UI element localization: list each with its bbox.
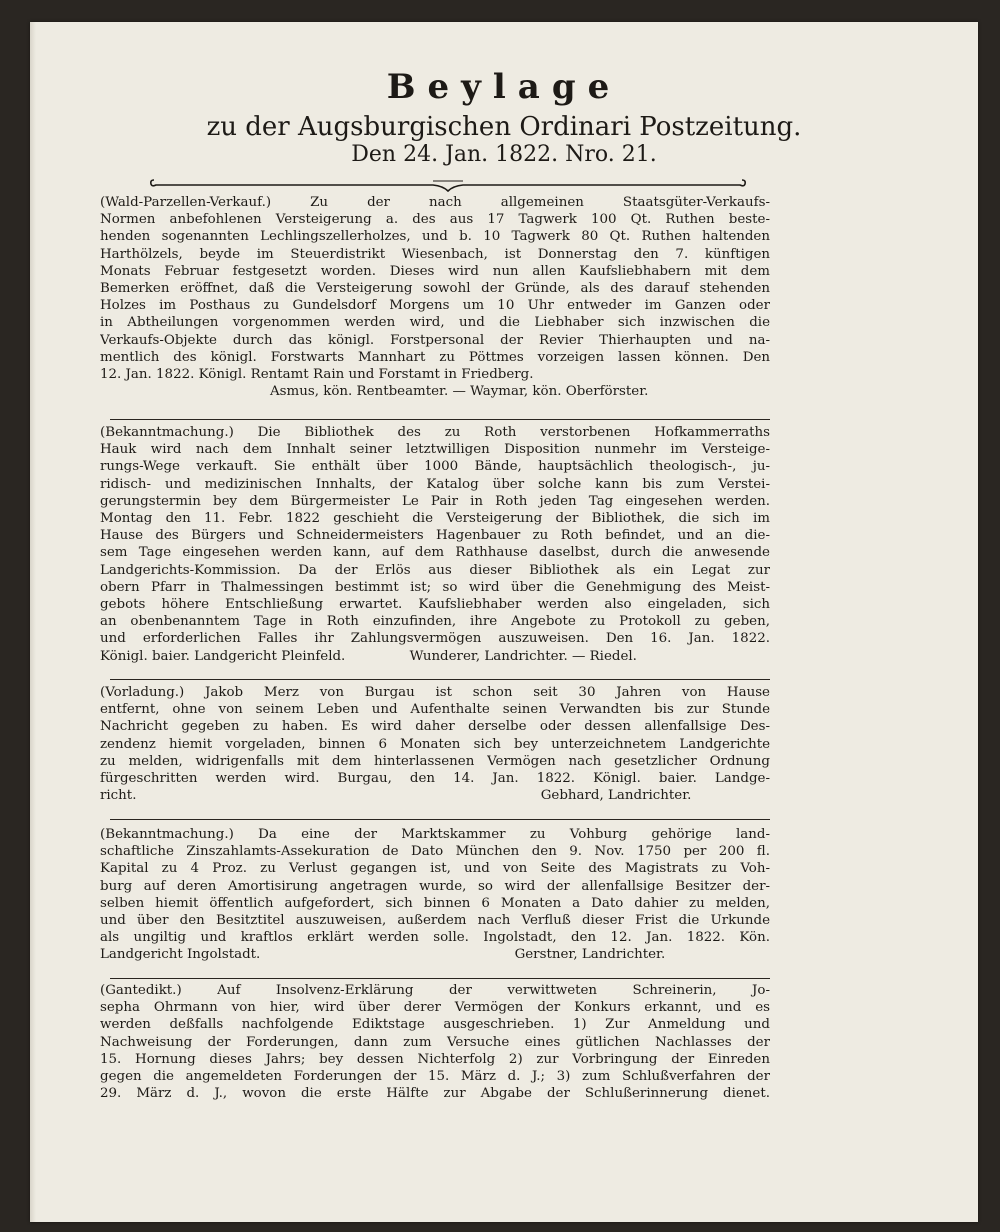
notice-signature: Wunderer, Landrichter. — Riedel. — [409, 648, 637, 664]
notice-line: Nachricht gegeben zu haben. Es wird daher derselbe oder dessen allenfallsige Des- — [100, 719, 770, 735]
notice-line: (Gantedikt.) Auf Insolvenz-Erklärung der verwittweten Schreinerin, Jo- — [100, 983, 770, 998]
notice-line: obern Pfarr in Thalmessingen bestimmt ist; so wird über die Genehmigung des Meist- — [100, 579, 770, 595]
notice-line: ridisch- und medizinischen Innhalts, der Katalog über solche kann bis zum Verstei- — [100, 476, 770, 492]
notice-line: henden sogenannten Lechlingszellerholzes, und b. 10 Tagwerk 80 Qt. Ruthen haltenden — [100, 229, 770, 245]
notice-line: zu melden, widrigenfalls mit dem hinterlassenen Vermögen nach gesetzlicher Ordnung — [100, 753, 770, 769]
notice-line: Hause des Bürgers und Schneidermeisters Hagenbauer zu Roth befindet, und an die- — [100, 528, 770, 544]
notice-line: selben hiemit öffentlich aufgefordert, sich binnen 6 Monaten a Dato dahier zu melden, — [100, 895, 770, 911]
notice-signature: Gerstner, Landrichter. — [514, 947, 666, 963]
notice-line: an obenbenanntem Tage in Roth einzufinden, ihre Angebote zu Protokoll zu geben, — [100, 614, 770, 630]
notice-vorladung — [100, 684, 770, 804]
notice-signature-line — [100, 946, 770, 963]
notice-signature: Gebhard, Landrichter. — [540, 788, 692, 804]
notice-line: gebots höhere Entschließung erwartet. Kaufsliebhaber werden also eingeladen, sich — [100, 597, 770, 613]
notice-line: als ungiltig und kraftlos erklärt werden solle. Ingolstadt, den 12. Jan. 1822. Kön. — [100, 930, 770, 946]
notice-body — [100, 424, 770, 648]
notice-line: sepha Ohrmann von hier, wird über derer Vermögen der Konkurs erkannt, und es — [100, 1000, 770, 1016]
notice-line: Harthölzels, beyde im Steuerdistrikt Wiesenbach, ist Donnerstag den 7. künftigen — [100, 246, 770, 262]
notice-body — [100, 982, 770, 1102]
notice-bekanntmachung-assekuration — [100, 826, 770, 964]
notice-gantedikt — [100, 982, 770, 1102]
notice-signature-line — [100, 648, 770, 665]
notice-line: burg auf deren Amortisirung angetragen wurde, so wird der allenfallsige Besitzer der- — [100, 878, 770, 894]
notice-signature-line — [100, 787, 770, 804]
notice-line: Landgerichts-Kommission. Da der Erlös aus dieser Bibliothek als ein Legat zur — [100, 562, 770, 578]
notice-line: (Vorladung.) Jakob Merz von Burgau ist schon seit 30 Jahren von Hause — [100, 685, 770, 700]
notice-line: Nachweisung der Forderungen, dann zum Versuche eines gütlichen Nachlasses der — [100, 1034, 770, 1050]
issue-date: Den 24. Jan. 1822. Nro. 21. — [351, 142, 657, 167]
notice-line: (Bekanntmachung.) Da eine der Marktskammer zu Vohburg gehörige land- — [100, 827, 770, 842]
issuing-court: richt. — [100, 788, 137, 804]
notice-line: Holzes im Posthaus zu Gundelsdorf Morgens um 10 Uhr entweder im Ganzen oder — [100, 298, 770, 314]
notice-line: sem Tage eingesehen werden kann, auf dem Rathhause daselbst, durch die anwesende — [100, 545, 770, 561]
notice-line: und über den Besitztitel auszuweisen, außerdem nach Verfluß dieser Frist die Urkunde — [100, 913, 770, 929]
notice-line: 15. Hornung dieses Jahrs; bey dessen Nichterfolg 2) zur Vorbringung der Einreden — [100, 1051, 770, 1067]
page-title: Beylage — [386, 67, 622, 107]
notice-line: gegen die angemeldeten Forderungen der 15. März d. J.; 3) zum Schlußverfahren der — [100, 1069, 770, 1085]
notice-line: und erforderlichen Falles ihr Zahlungsvermögen auszuweisen. Den 16. Jan. 1822. — [100, 631, 770, 647]
section-divider — [110, 819, 770, 820]
issuing-court: Königl. baier. Landgericht Pleinfeld. — [100, 648, 346, 664]
newspaper-page — [30, 22, 978, 1222]
notice-line: 12. Jan. 1822. Königl. Rentamt Rain und Forstamt in Friedberg. — [100, 367, 534, 383]
notice-line: 29. März d. J., wovon die erste Hälfte zur Abgabe der Schlußerinnerung dienet. — [100, 1086, 770, 1102]
ornament-rule — [148, 172, 748, 192]
notice-line: Montag den 11. Febr. 1822 geschieht die Versteigerung der Bibliothek, die sich im — [100, 511, 770, 527]
notice-line: rungs-Wege verkauft. Sie enthält über 1000 Bände, hauptsächlich theologisch-, ju- — [100, 459, 770, 475]
notice-body — [100, 684, 770, 787]
notice-wald-parzellen-verkauf — [100, 194, 770, 400]
notice-line: Normen anbefohlenen Versteigerung a. des aus 17 Tagwerk 100 Qt. Ruthen beste- — [100, 212, 770, 228]
notice-bekanntmachung-bibliothek — [100, 424, 770, 665]
notice-line: Hauk wird nach dem Innhalt seiner letztwilligen Disposition nunmehr im Versteige- — [100, 442, 770, 458]
notice-line: mentlich des königl. Forstwarts Mannhart zu Pöttmes vorzeigen lassen können. Den — [100, 349, 770, 365]
notice-signature: Asmus, kön. Rentbeamter. — Waymar, kön. Oberförster. — [270, 384, 649, 400]
notice-body — [100, 194, 770, 383]
notice-line: Monats Februar festgesetzt worden. Dieses wird nun allen Kaufsliebhabern mit dem — [100, 263, 770, 279]
notice-line: Kapital zu 4 Proz. zu Verlust gegangen ist, und von Seite des Magistrats zu Voh- — [100, 861, 770, 877]
section-divider — [110, 978, 770, 979]
notice-line: zendenz hiemit vorgeladen, binnen 6 Monaten sich bey unterzeichnetem Landgerichte — [100, 736, 770, 752]
issuing-court: Landgericht Ingolstadt. — [100, 947, 261, 963]
notice-line: (Wald-Parzellen-Verkauf.) Zu der nach allgemeinen Staatsgüter-Verkaufs- — [100, 195, 770, 210]
notice-line: Verkaufs-Objekte durch das königl. Forstpersonal der Revier Thierhaupten und na- — [100, 332, 770, 348]
notice-line: Bemerken eröffnet, daß die Versteigerung sowohl der Gründe, als des darauf stehenden — [100, 281, 770, 297]
section-divider — [110, 419, 770, 420]
notice-line: gerungstermin bey dem Bürgermeister Le Pair in Roth jeden Tag eingesehen werden. — [100, 493, 770, 509]
notice-line: in Abtheilungen vorgenommen werden wird, und die Liebhaber sich inzwischen die — [100, 315, 770, 331]
notice-line: (Bekanntmachung.) Die Bibliothek des zu Roth verstorbenen Hofkammerraths — [100, 425, 770, 440]
notice-line: schaftliche Zinszahlamts-Assekuration de Dato München den 9. Nov. 1750 per 200 fl. — [100, 844, 770, 860]
notice-body — [100, 826, 770, 946]
section-divider — [110, 679, 770, 680]
notice-line: entfernt, ohne von seinem Leben und Aufenthalte seinen Verwandten bis zur Stunde — [100, 702, 770, 718]
notice-line: werden deßfalls nachfolgende Ediktstage ausgeschrieben. 1) Zur Anmeldung und — [100, 1017, 770, 1033]
notice-line: fürgeschritten werden wird. Burgau, den 14. Jan. 1822. Königl. baier. Landge- — [100, 771, 770, 787]
newspaper-name: zu der Augsburgischen Ordinari Postzeitung. — [206, 112, 802, 142]
